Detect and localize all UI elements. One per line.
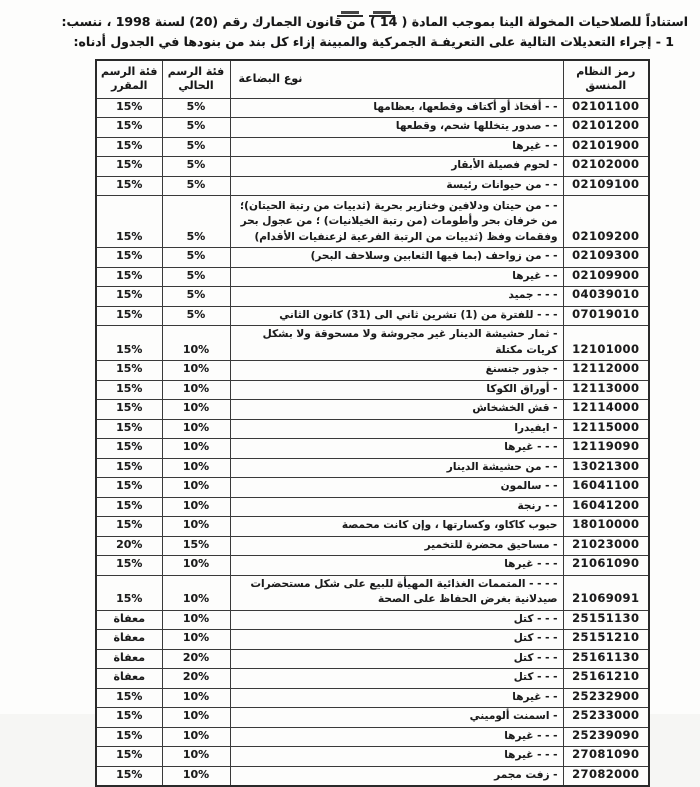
hs-code-cell: 12114000: [563, 400, 649, 420]
table-row: [96, 478, 649, 498]
goods-description-cell: - - غيرها: [230, 137, 563, 157]
current-rate-cell: 15%: [162, 536, 230, 556]
hs-code-cell: 12119090: [563, 439, 649, 459]
goods-description-cell: - أوراق الكوكا: [230, 380, 563, 400]
hs-code-cell: 25151210: [563, 630, 649, 650]
decided-rate-cell: 15%: [96, 137, 162, 157]
decided-rate-cell: معفاة: [96, 630, 162, 650]
hs-code-cell: 25161130: [563, 649, 649, 669]
decided-rate-cell: 15%: [96, 176, 162, 196]
decided-rate-cell: 15%: [96, 439, 162, 459]
goods-description-cell: - - من حيتان ودلافين وخنازير بحرية (ثدييات من رتبة الحيتان)؛ من خرفان بحر وأطومات (من رتبة الخيلانيات) ؛ من عجول بحر وفقمات وفظ (ثدييات من الرتبة الفرعية لزعنفيات الأقدام): [230, 196, 563, 248]
goods-description-cell: - - من حيوانات رئيسة: [230, 176, 563, 196]
decided-rate-cell: 15%: [96, 118, 162, 138]
decided-rate-cell: 15%: [96, 766, 162, 786]
current-rate-cell: 5%: [162, 118, 230, 138]
hs-code-cell: 12113000: [563, 380, 649, 400]
decided-rate-cell: 15%: [96, 380, 162, 400]
table-row: [96, 610, 649, 630]
goods-description-cell: - - - كتل: [230, 630, 563, 650]
current-rate-cell: 10%: [162, 747, 230, 767]
table-row: [96, 326, 649, 361]
table-row: [96, 575, 649, 610]
table-row: [96, 419, 649, 439]
col-header-current-rate-line1: فئة الرسم: [167, 65, 225, 79]
decided-rate-cell: 15%: [96, 497, 162, 517]
current-rate-cell: 10%: [162, 439, 230, 459]
hs-code-cell: 12112000: [563, 361, 649, 381]
col-header-goods-type-label: نوع البضاعة: [238, 72, 303, 86]
hs-code-cell: 02109100: [563, 176, 649, 196]
decided-rate-cell: 15%: [96, 326, 162, 361]
decided-rate-cell: معفاة: [96, 610, 162, 630]
current-rate-cell: 5%: [162, 137, 230, 157]
hs-code-cell: 27081090: [563, 747, 649, 767]
hs-code-cell: 02109300: [563, 248, 649, 268]
table-row: [96, 400, 649, 420]
goods-description-cell: - قش الخشخاش: [230, 400, 563, 420]
decided-rate-cell: 15%: [96, 361, 162, 381]
goods-description-cell: - مساحيق محضرة للتخمير: [230, 536, 563, 556]
table-row: [96, 630, 649, 650]
current-rate-cell: 10%: [162, 326, 230, 361]
goods-description-cell: - ايفيدرا: [230, 419, 563, 439]
current-rate-cell: 10%: [162, 497, 230, 517]
hs-code-cell: 02109900: [563, 267, 649, 287]
decided-rate-cell: 15%: [96, 708, 162, 728]
table-row: [96, 196, 649, 248]
goods-description-cell: - - - جميد: [230, 287, 563, 307]
table-row: [96, 458, 649, 478]
table-row: [96, 176, 649, 196]
decided-rate-cell: 15%: [96, 478, 162, 498]
goods-description-cell: - - من زواحف (بما فيها الثعابين وسلاحف البحر): [230, 248, 563, 268]
hs-code-cell: 16041200: [563, 497, 649, 517]
current-rate-cell: 5%: [162, 157, 230, 177]
hs-code-cell: 07019010: [563, 306, 649, 326]
col-header-decided-rate-line1: فئة الرسم: [101, 65, 158, 79]
goods-description-cell: - - من حشيشة الدينار: [230, 458, 563, 478]
current-rate-cell: 5%: [162, 248, 230, 268]
decided-rate-cell: 15%: [96, 248, 162, 268]
decided-rate-cell: 15%: [96, 419, 162, 439]
decided-rate-cell: 20%: [96, 536, 162, 556]
goods-description-cell: - - - غيرها: [230, 439, 563, 459]
current-rate-cell: 20%: [162, 649, 230, 669]
hs-code-cell: 18010000: [563, 517, 649, 537]
hs-code-cell: 21023000: [563, 536, 649, 556]
col-header-current-rate-line2: الحالي: [178, 79, 214, 93]
current-rate-cell: 20%: [162, 669, 230, 689]
decided-rate-cell: 15%: [96, 306, 162, 326]
current-rate-cell: 10%: [162, 517, 230, 537]
goods-description-cell: - اسمنت ألوميني: [230, 708, 563, 728]
current-rate-cell: 10%: [162, 630, 230, 650]
hs-code-cell: 02101100: [563, 98, 649, 118]
hs-code-cell: 02101900: [563, 137, 649, 157]
table-row: [96, 536, 649, 556]
current-rate-cell: 10%: [162, 708, 230, 728]
table-row: [96, 727, 649, 747]
table-row: [96, 98, 649, 118]
table-row: [96, 306, 649, 326]
hs-code-cell: 25161210: [563, 669, 649, 689]
table-row: [96, 766, 649, 786]
current-rate-cell: 10%: [162, 400, 230, 420]
preamble: [61, 12, 688, 52]
goods-description-cell: - - - للفترة من (1) تشرين ثاني الى (31) كانون الثاني: [230, 306, 563, 326]
current-rate-cell: 10%: [162, 458, 230, 478]
hs-code-cell: 02109200: [563, 196, 649, 248]
decided-rate-cell: 15%: [96, 517, 162, 537]
current-rate-cell: 10%: [162, 380, 230, 400]
goods-description-cell: - - - - المتممات الغذائية المهيأة للبيع على شكل مستحضرات صيدلانية بغرض الحفاظ على الصحة: [230, 575, 563, 610]
goods-description-cell: حبوب كاكاو، وكسارتها ، وإن كانت محمصة: [230, 517, 563, 537]
decided-rate-cell: 15%: [96, 727, 162, 747]
goods-description-cell: - - غيرها: [230, 688, 563, 708]
table-header-row: [96, 60, 649, 98]
decided-rate-cell: 15%: [96, 458, 162, 478]
goods-description-cell: - - - غيرها: [230, 556, 563, 576]
goods-description-cell: - - - كتل: [230, 669, 563, 689]
col-header-goods-type: [230, 60, 563, 98]
table-row: [96, 248, 649, 268]
table-row: [96, 380, 649, 400]
decided-rate-cell: 15%: [96, 400, 162, 420]
hs-code-cell: 25151130: [563, 610, 649, 630]
goods-description-cell: - - رنجة: [230, 497, 563, 517]
decided-rate-cell: 15%: [96, 196, 162, 248]
hs-code-cell: 12101000: [563, 326, 649, 361]
table-row: [96, 708, 649, 728]
table-row: [96, 287, 649, 307]
goods-description-cell: - - صدور يتخللها شحم، وقطعها: [230, 118, 563, 138]
current-rate-cell: 10%: [162, 419, 230, 439]
preamble-line-1: استناداً للصلاحيات المخولة الينا بموجب المادة ( 14 ) من قانون الجمارك رقم (20) لسنة 1998 ، ننسب:: [61, 14, 688, 29]
col-header-decided-rate: [96, 60, 162, 98]
current-rate-cell: 10%: [162, 361, 230, 381]
goods-description-cell: - - - كتل: [230, 610, 563, 630]
table-row: [96, 137, 649, 157]
hs-code-cell: 25232900: [563, 688, 649, 708]
goods-description-cell: - - أفخاذ أو أكتاف وقطعها، بعظامها: [230, 98, 563, 118]
tariff-table: [95, 59, 650, 787]
col-header-current-rate: [162, 60, 230, 98]
decided-rate-cell: 15%: [96, 688, 162, 708]
decided-rate-cell: 15%: [96, 575, 162, 610]
goods-description-cell: - جذور جنسنغ: [230, 361, 563, 381]
current-rate-cell: 10%: [162, 610, 230, 630]
hs-code-cell: 25239090: [563, 727, 649, 747]
decided-rate-cell: 15%: [96, 157, 162, 177]
current-rate-cell: 10%: [162, 727, 230, 747]
current-rate-cell: 5%: [162, 98, 230, 118]
goods-description-cell: - - - غيرها: [230, 727, 563, 747]
decided-rate-cell: 15%: [96, 98, 162, 118]
decided-rate-cell: 15%: [96, 556, 162, 576]
preamble-line-2: 1 - إجراء التعديلات التالية على التعريفـة الجمركية والمبينة إزاء كل بند من بنودها في الجدول أدناه:: [73, 34, 674, 49]
table-row: [96, 747, 649, 767]
table-row: [96, 118, 649, 138]
hs-code-cell: 13021300: [563, 458, 649, 478]
decided-rate-cell: معفاة: [96, 669, 162, 689]
current-rate-cell: 10%: [162, 556, 230, 576]
goods-description-cell: - - سالمون: [230, 478, 563, 498]
table-row: [96, 361, 649, 381]
table-row: [96, 439, 649, 459]
col-header-hs-code-line2: المنسق: [585, 79, 627, 93]
table-row: [96, 556, 649, 576]
goods-description-cell: - زفت مجمر: [230, 766, 563, 786]
current-rate-cell: 5%: [162, 306, 230, 326]
goods-description-cell: - - - كتل: [230, 649, 563, 669]
goods-description-cell: - لحوم فصيلة الأبقار: [230, 157, 563, 177]
goods-description-cell: - - غيرها: [230, 267, 563, 287]
current-rate-cell: 5%: [162, 176, 230, 196]
hs-code-cell: 02102000: [563, 157, 649, 177]
table-row: [96, 669, 649, 689]
current-rate-cell: 5%: [162, 196, 230, 248]
col-header-decided-rate-line2: المقرر: [111, 79, 148, 93]
hs-code-cell: 25233000: [563, 708, 649, 728]
decided-rate-cell: 15%: [96, 267, 162, 287]
hs-code-cell: 04039010: [563, 287, 649, 307]
col-header-hs-code-line1: رمز النظام: [576, 65, 636, 79]
table-row: [96, 517, 649, 537]
table-row: [96, 497, 649, 517]
decided-rate-cell: 15%: [96, 747, 162, 767]
hs-code-cell: 02101200: [563, 118, 649, 138]
col-header-hs-code: [563, 60, 649, 98]
current-rate-cell: 10%: [162, 575, 230, 610]
table-row: [96, 688, 649, 708]
table-row: [96, 649, 649, 669]
table-row: [96, 267, 649, 287]
current-rate-cell: 5%: [162, 267, 230, 287]
goods-description-cell: - ثمار حشيشة الدينار غير مجروشة ولا مسحوقة ولا بشكل كريات مكتلة: [230, 326, 563, 361]
decided-rate-cell: معفاة: [96, 649, 162, 669]
current-rate-cell: 5%: [162, 287, 230, 307]
current-rate-cell: 10%: [162, 766, 230, 786]
goods-description-cell: - - - غيرها: [230, 747, 563, 767]
current-rate-cell: 10%: [162, 478, 230, 498]
hs-code-cell: 27082000: [563, 766, 649, 786]
hs-code-cell: 16041100: [563, 478, 649, 498]
decided-rate-cell: 15%: [96, 287, 162, 307]
table-row: [96, 157, 649, 177]
hs-code-cell: 21061090: [563, 556, 649, 576]
hs-code-cell: 21069091: [563, 575, 649, 610]
current-rate-cell: 10%: [162, 688, 230, 708]
hs-code-cell: 12115000: [563, 419, 649, 439]
